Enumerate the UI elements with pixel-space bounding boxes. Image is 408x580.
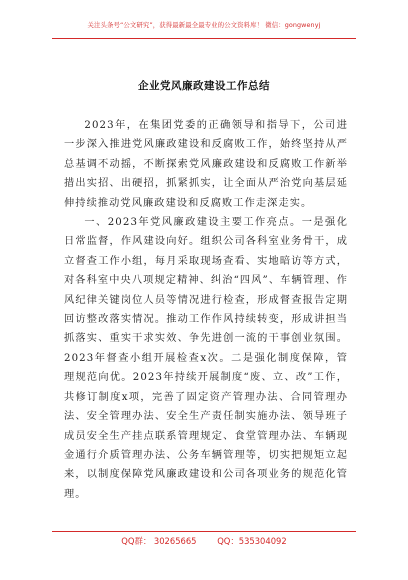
footer-qq-group: QQ群： 30265665: [121, 536, 197, 546]
footer-qq-number: QQ：535304092: [217, 536, 287, 546]
paragraph-highlights: 一、2023年党风廉政建设主要工作亮点。一是强化日常监督，作风建设向好。组织公司各科室业务骨干，成立督查工作小组，每月采取现场查看、实地暗访等方式，对各科室中央八项规定精神、纠治“四风”、车辆管理、作风纪律关键岗位人员等情况进行检查，形成督查报告定期回访整改落实情况。推动工作作风持续转变，形成讲担当抓落实、重实干求实效、争先进创一流的干事创业氛围。2023年督查小组开展检查x次。二是强化制度保障，管理规范向优。2023年持续开展制度“废、立、改”工作，共修订制度x项，完善了固定资产管理办法、合同管理办法、安全管理办法、安全生产责任制实施办法、领导班子成员安全生产挂点联系管理规定、食堂管理办法、车辆现金通行介质管理办法、公务车辆管理等，切实把规矩立起来，以制度保障党风廉政建设和公司各项业务的规范化管理。: [64, 217, 348, 500]
header-banner: 关注头条号“公文研究”，获得最新最全最专业的公文资料库！ 微信：gongwenyj: [87, 21, 321, 29]
header-divider: [52, 38, 356, 39]
footer-contact: [0, 535, 408, 547]
document-body: [64, 116, 348, 504]
paragraph-intro: 2023年，在集团党委的正确领导和指导下，公司进一步深入推进党风廉政建设和反腐败工作，始终坚持从严总基调不动摇，不断探索党风廉政建设和反腐败工作新举措出实招、出硬招，抓紧抓实，让全面从严治党向基层延伸持续推动党风廉政建设和反腐败工作走深走实。: [64, 120, 348, 209]
document-title: 企业党风廉政建设工作总结: [138, 80, 270, 92]
footer-divider: [52, 531, 356, 532]
